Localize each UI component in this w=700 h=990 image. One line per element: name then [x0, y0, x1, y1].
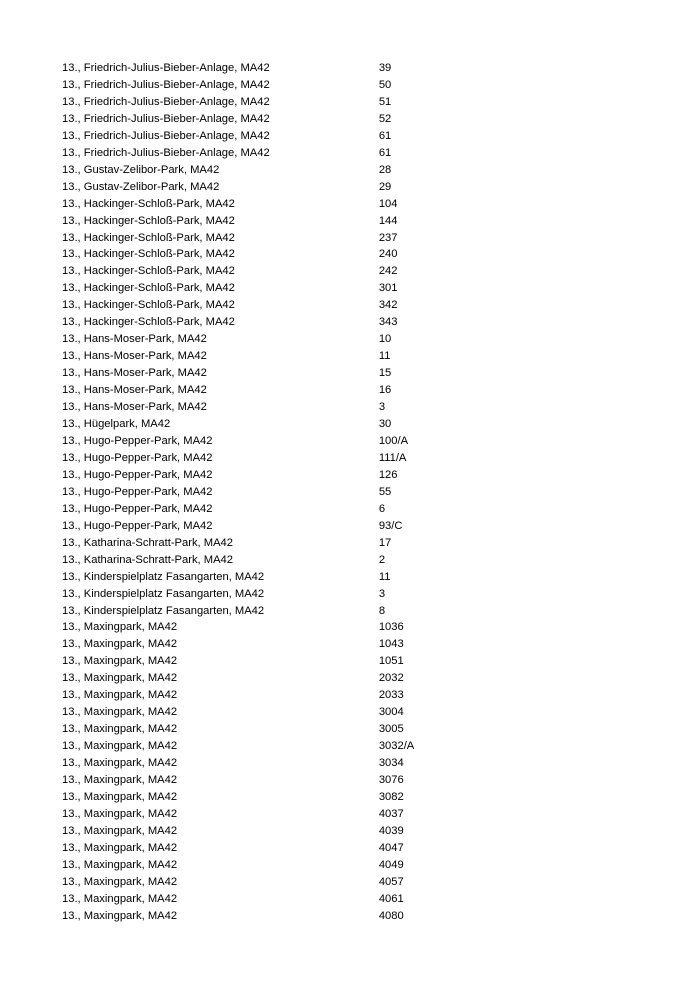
cell-location: 13., Kinderspielplatz Fasangarten, MA42 — [62, 570, 265, 583]
cell-number: 4037 — [378, 807, 404, 820]
cell-location: 13., Gustav-Zelibor-Park, MA42 — [62, 163, 220, 176]
cell-location: 13., Friedrich-Julius-Bieber-Anlage, MA42 — [62, 129, 270, 142]
tree-register-table — [62, 60, 642, 925]
cell-number: 93/C — [378, 519, 403, 532]
cell-location: 13., Maxingpark, MA42 — [62, 706, 178, 719]
table-row — [62, 314, 642, 331]
table-row — [62, 857, 642, 874]
cell-location: 13., Hugo-Pepper-Park, MA42 — [62, 502, 213, 515]
cell-location: 13., Maxingpark, MA42 — [62, 621, 178, 634]
cell-number: 100/A — [378, 434, 409, 447]
table-row — [62, 263, 642, 280]
cell-location: 13., Maxingpark, MA42 — [62, 638, 178, 651]
table-row — [62, 569, 642, 586]
table-row — [62, 230, 642, 247]
cell-location: 13., Gustav-Zelibor-Park, MA42 — [62, 180, 220, 193]
table-row — [62, 348, 642, 365]
table-row — [62, 280, 642, 297]
table-row — [62, 382, 642, 399]
cell-location: 13., Friedrich-Julius-Bieber-Anlage, MA42 — [62, 146, 270, 159]
cell-number: 6 — [378, 502, 386, 515]
cell-number: 2032 — [378, 672, 404, 685]
table-row — [62, 484, 642, 501]
table-row — [62, 111, 642, 128]
cell-location: 13., Maxingpark, MA42 — [62, 841, 178, 854]
table-row — [62, 552, 642, 569]
table-row — [62, 908, 642, 925]
cell-location: 13., Hugo-Pepper-Park, MA42 — [62, 519, 213, 532]
cell-number: 16 — [378, 384, 392, 397]
table-row — [62, 297, 642, 314]
cell-number: 104 — [378, 197, 398, 210]
table-row — [62, 162, 642, 179]
table-row — [62, 806, 642, 823]
cell-location: 13., Maxingpark, MA42 — [62, 875, 178, 888]
table-row — [62, 331, 642, 348]
cell-location: 13., Maxingpark, MA42 — [62, 790, 178, 803]
table-row — [62, 891, 642, 908]
cell-location: 13., Hackinger-Schloß-Park, MA42 — [62, 231, 235, 244]
cell-number: 11 — [378, 570, 391, 583]
cell-location: 13., Friedrich-Julius-Bieber-Anlage, MA42 — [62, 78, 270, 91]
table-row — [62, 586, 642, 603]
table-row — [62, 755, 642, 772]
cell-number: 50 — [378, 78, 392, 91]
cell-number: 301 — [378, 282, 398, 295]
cell-location: 13., Hugo-Pepper-Park, MA42 — [62, 468, 213, 481]
table-row — [62, 535, 642, 552]
cell-number: 4039 — [378, 824, 404, 837]
cell-location: 13., Hans-Moser-Park, MA42 — [62, 367, 207, 380]
cell-location: 13., Maxingpark, MA42 — [62, 909, 178, 922]
table-row — [62, 467, 642, 484]
cell-number: 15 — [378, 367, 392, 380]
cell-number: 342 — [378, 299, 398, 312]
cell-number: 61 — [378, 146, 392, 159]
cell-location: 13., Hans-Moser-Park, MA42 — [62, 350, 207, 363]
table-row — [62, 721, 642, 738]
cell-number: 2033 — [378, 689, 404, 702]
cell-location: 13., Katharina-Schratt-Park, MA42 — [62, 553, 233, 566]
table-row — [62, 433, 642, 450]
cell-number: 52 — [378, 112, 392, 125]
cell-location: 13., Hackinger-Schloß-Park, MA42 — [62, 197, 235, 210]
cell-location: 13., Hans-Moser-Park, MA42 — [62, 401, 207, 414]
table-row — [62, 77, 642, 94]
cell-number: 237 — [378, 231, 398, 244]
cell-location: 13., Hackinger-Schloß-Park, MA42 — [62, 299, 235, 312]
cell-number: 61 — [378, 129, 392, 142]
cell-location: 13., Maxingpark, MA42 — [62, 892, 178, 905]
table-row — [62, 416, 642, 433]
table-row — [62, 823, 642, 840]
cell-location: 13., Kinderspielplatz Fasangarten, MA42 — [62, 587, 265, 600]
cell-number: 3005 — [378, 723, 404, 736]
cell-number: 11 — [378, 350, 391, 363]
table-row — [62, 687, 642, 704]
table-row — [62, 246, 642, 263]
table-row — [62, 128, 642, 145]
cell-number: 126 — [378, 468, 398, 481]
table-row — [62, 145, 642, 162]
cell-location: 13., Maxingpark, MA42 — [62, 740, 178, 753]
cell-number: 343 — [378, 316, 398, 329]
table-body — [62, 60, 642, 925]
cell-number: 3 — [378, 587, 386, 600]
cell-number: 4047 — [378, 841, 404, 854]
table-row — [62, 704, 642, 721]
cell-number: 3082 — [378, 790, 404, 803]
cell-number: 1051 — [378, 655, 404, 668]
cell-number: 4061 — [378, 892, 404, 905]
cell-location: 13., Hackinger-Schloß-Park, MA42 — [62, 282, 235, 295]
cell-location: 13., Friedrich-Julius-Bieber-Anlage, MA42 — [62, 62, 270, 74]
cell-location: 13., Hackinger-Schloß-Park, MA42 — [62, 248, 235, 261]
cell-location: 13., Hans-Moser-Park, MA42 — [62, 384, 207, 397]
cell-number: 39 — [378, 62, 392, 74]
table-row — [62, 840, 642, 857]
cell-location: 13., Maxingpark, MA42 — [62, 757, 178, 770]
cell-number: 4057 — [378, 875, 404, 888]
table-row — [62, 399, 642, 416]
cell-location: 13., Maxingpark, MA42 — [62, 723, 178, 736]
table-row — [62, 636, 642, 653]
cell-location: 13., Maxingpark, MA42 — [62, 774, 178, 787]
cell-number: 28 — [378, 163, 392, 176]
table-row — [62, 196, 642, 213]
table-row — [62, 789, 642, 806]
table-row — [62, 518, 642, 535]
table-row — [62, 619, 642, 636]
cell-number: 1036 — [378, 621, 404, 634]
cell-number: 55 — [378, 485, 392, 498]
cell-number: 3 — [378, 401, 386, 414]
cell-location: 13., Maxingpark, MA42 — [62, 655, 178, 668]
cell-number: 17 — [378, 536, 392, 549]
table-row — [62, 874, 642, 891]
cell-number: 3004 — [378, 706, 404, 719]
table-row — [62, 670, 642, 687]
cell-location: 13., Hugo-Pepper-Park, MA42 — [62, 485, 213, 498]
cell-location: 13., Hans-Moser-Park, MA42 — [62, 333, 207, 346]
table-row — [62, 501, 642, 518]
cell-location: 13., Maxingpark, MA42 — [62, 807, 178, 820]
cell-number: 30 — [378, 418, 392, 431]
cell-number: 111/A — [378, 451, 407, 464]
cell-number: 3032/A — [378, 740, 415, 753]
cell-location: 13., Maxingpark, MA42 — [62, 824, 178, 837]
cell-number: 242 — [378, 265, 398, 278]
cell-location: 13., Hugo-Pepper-Park, MA42 — [62, 434, 213, 447]
document-body — [62, 60, 642, 925]
table-row — [62, 772, 642, 789]
cell-number: 4080 — [378, 909, 404, 922]
cell-number: 2 — [378, 553, 386, 566]
cell-location: 13., Hackinger-Schloß-Park, MA42 — [62, 316, 235, 329]
cell-location: 13., Maxingpark, MA42 — [62, 672, 178, 685]
cell-number: 3076 — [378, 774, 404, 787]
cell-number: 29 — [378, 180, 392, 193]
table-row — [62, 653, 642, 670]
cell-number: 51 — [378, 95, 392, 108]
cell-number: 8 — [378, 604, 386, 617]
cell-location: 13., Friedrich-Julius-Bieber-Anlage, MA42 — [62, 95, 270, 108]
table-row — [62, 365, 642, 382]
cell-number: 1043 — [378, 638, 404, 651]
cell-location: 13., Katharina-Schratt-Park, MA42 — [62, 536, 233, 549]
cell-number: 240 — [378, 248, 398, 261]
cell-number: 4049 — [378, 858, 404, 871]
cell-number: 3034 — [378, 757, 404, 770]
table-row — [62, 450, 642, 467]
cell-location: 13., Hugo-Pepper-Park, MA42 — [62, 451, 213, 464]
cell-location: 13., Hackinger-Schloß-Park, MA42 — [62, 214, 235, 227]
cell-location: 13., Hackinger-Schloß-Park, MA42 — [62, 265, 235, 278]
table-row — [62, 60, 642, 77]
cell-number: 144 — [378, 214, 398, 227]
cell-location: 13., Kinderspielplatz Fasangarten, MA42 — [62, 604, 265, 617]
cell-number: 10 — [378, 333, 392, 346]
table-row — [62, 603, 642, 620]
cell-location: 13., Hügelpark, MA42 — [62, 418, 171, 431]
cell-location: 13., Friedrich-Julius-Bieber-Anlage, MA42 — [62, 112, 270, 125]
cell-location: 13., Maxingpark, MA42 — [62, 689, 178, 702]
table-row — [62, 94, 642, 111]
cell-location: 13., Maxingpark, MA42 — [62, 858, 178, 871]
table-row — [62, 213, 642, 230]
table-row — [62, 738, 642, 755]
table-row — [62, 179, 642, 196]
